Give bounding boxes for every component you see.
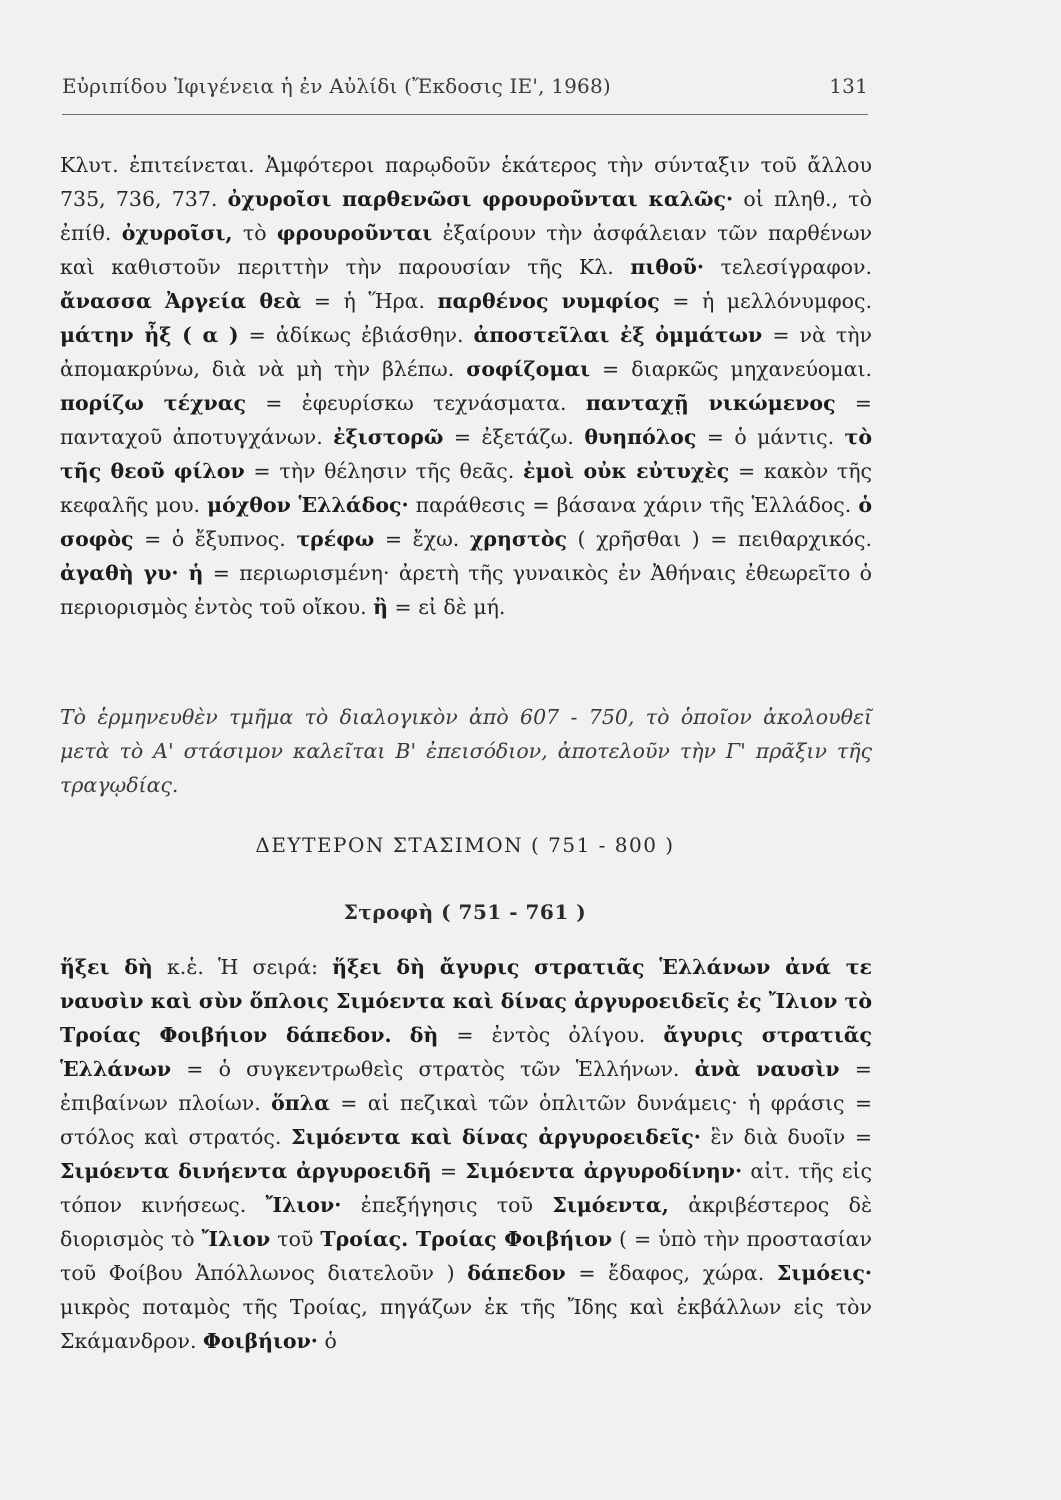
gloss-text: = ἔχω.: [374, 527, 470, 551]
gloss-text: ὁ: [317, 1329, 337, 1353]
lemma-term: παρθένος νυμφίος: [437, 289, 660, 313]
lemma-term: Ἴλιον: [201, 1227, 271, 1251]
lemma-term: πορίζω τέχνας: [60, 391, 246, 415]
gloss-text: = ἔδαφος, χώρα.: [565, 1261, 777, 1285]
gloss-text: ἐπεξήγησις τοῦ: [341, 1193, 553, 1217]
gloss-text: = εἰ δὲ μή.: [388, 595, 506, 619]
running-title: Εὐριπίδου Ἰφιγένεια ἡ ἐν Αὐλίδι (Ἔκδοσις ΙΕ', 1968): [62, 74, 611, 98]
lemma-term: μόχθον Ἑλλάδος·: [207, 493, 409, 517]
gloss-text: παράθεσις = βάσανα χάριν τῆς Ἑλλάδος.: [408, 493, 859, 517]
lemma-term: Σιμόεντα ἀργυροδίνην·: [465, 1159, 743, 1183]
gloss-text: = διαρκῶς μηχανεύομαι.: [590, 357, 872, 381]
lemma-term: ὀχυροῖσι παρθενῶσι φρουροῦνται καλῶς·: [227, 187, 734, 211]
gloss-text: ἀκριβέστερος δὲ διορισμὸς τὸ: [60, 1193, 872, 1251]
gloss-text: = τὴν θέλησιν τῆς θεᾶς.: [244, 459, 524, 483]
gloss-text: τελεσίγραφον.: [704, 255, 873, 279]
lemma-term: ἥξει δὴ: [60, 955, 153, 979]
gloss-text: = ὁ συγκεντρωθεὶς στρατὸς τῶν Ἑλλήνων.: [171, 1057, 695, 1081]
lemma-term: τρέφω: [296, 527, 375, 551]
gloss-text: οἱ πληθ., τὸ ἐπίθ.: [60, 187, 872, 245]
gloss-text: κ.ἑ. Ἡ σειρά:: [152, 955, 333, 979]
lemma-term: Φοιβήιον·: [203, 1329, 318, 1353]
lemma-term: πιθοῦ·: [630, 255, 705, 279]
lemma-term: μάτην ἦξ ( α ): [60, 323, 239, 347]
lemma-term: ἀνὰ ναυσὶν: [694, 1057, 840, 1081]
commentary-paragraph-2: [60, 950, 872, 1358]
gloss-text: = πανταχοῦ ἀποτυγχάνων.: [60, 391, 872, 449]
lemma-term: Σιμόεντα δινήεντα ἀργυροειδῆ: [60, 1159, 432, 1183]
gloss-text: = αἱ πεζικαὶ τῶν ὁπλιτῶν δυνάμεις· ἡ φράσις = στόλος καὶ στρατός.: [60, 1091, 872, 1149]
gloss-text: = ἀδίκως ἐβιάσθην.: [238, 323, 474, 347]
lemma-term: σοφίζομαι: [466, 357, 591, 381]
lemma-term: ἢ: [373, 595, 389, 619]
lemma-term: τὸ τῆς θεοῦ φίλον: [60, 425, 872, 483]
lemma-term: ὁ σοφὸς: [60, 493, 872, 551]
lemma-term: ἄνασσα Ἀργεία θεὰ: [60, 289, 302, 313]
subsection-heading: Στροφὴ ( 751 - 761 ): [343, 900, 587, 924]
gloss-text: = ἐξετάζω.: [443, 425, 585, 449]
gloss-text: ἓν διὰ δυοῖν =: [700, 1125, 873, 1149]
gloss-text: = ὁ ἔξυπνος.: [133, 527, 297, 551]
lemma-term: Σιμόεις·: [776, 1261, 872, 1285]
gloss-text: = ἡ Ἥρα.: [301, 289, 438, 313]
lemma-term: φρουροῦνται: [276, 221, 433, 245]
lemma-term: ἀγαθὴ γυ· ἡ: [60, 561, 204, 585]
lemma-term: Ἴλιον·: [265, 1193, 342, 1217]
lemma-term: Σιμόεντα καὶ δίνας ἀργυροειδεῖς·: [291, 1125, 701, 1149]
gloss-text: = ὁ μάντις.: [696, 425, 845, 449]
gloss-text: = ἐντὸς ὀλίγου.: [438, 1023, 664, 1047]
gloss-text: ἐξαίρουν τὴν ἀσφάλειαν τῶν παρθένων καὶ καθιστοῦν περιττὴν τὴν παρουσίαν τῆς Κλ.: [60, 221, 873, 279]
lemma-term: ὀχυροῖσι,: [121, 221, 233, 245]
lemma-term: ὅπλα: [271, 1091, 330, 1115]
commentary-paragraph-1: [60, 148, 872, 624]
lemma-term: δὴ: [409, 1023, 439, 1047]
lemma-term: χρηστὸς: [469, 527, 567, 551]
gloss-text: = ἡ μελλόνυμφος.: [659, 289, 872, 313]
gloss-text: = περιωρισμένη· ἀρετὴ τῆς γυναικὸς ἐν Ἀθήναις ἐθεωρεῖτο ὁ περιορισμὸς ἐντὸς τοῦ οἴκου.: [60, 561, 873, 619]
gloss-text: τοῦ: [270, 1227, 321, 1251]
lemma-term: ἐμοὶ οὐκ εὐτυχὲς: [523, 459, 730, 483]
lemma-term: Τροίας. Τροίας Φοιβήιον: [320, 1227, 613, 1251]
gloss-text: = ἐπιβαίνων πλοίων.: [60, 1057, 872, 1115]
lemma-term: ἀποστεῖλαι ἐξ ὀμμάτων: [473, 323, 763, 347]
gloss-text: = νὰ τὴν ἀπομακρύνω, διὰ νὰ μὴ τὴν βλέπω.: [60, 323, 872, 381]
lemma-term: πανταχῇ νικώμενος: [585, 391, 836, 415]
running-header: [62, 74, 868, 98]
lemma-term: ἄγυρις στρατιᾶς Ἑλλάνων: [60, 1023, 872, 1081]
gloss-text: Κλυτ. ἐπιτείνεται. Ἀμφότεροι παρῳδοῦν ἑκάτερος τὴν σύνταξιν τοῦ ἄλλου 735, 736, 737.: [60, 153, 872, 211]
gloss-text: = κακὸν τῆς κεφαλῆς μου.: [60, 459, 873, 517]
gloss-text: μικρὸς ποταμὸς τῆς Τροίας, πηγάζων ἐκ τῆς Ἴδης καὶ ἐκβάλλων εἰς τὸν Σκάμανδρον.: [60, 1295, 872, 1353]
lemma-term: ἐξιστορῶ: [333, 425, 444, 449]
lemma-term: θυηπόλος: [584, 425, 697, 449]
gloss-text: =: [431, 1159, 466, 1183]
section-heading: ΔΕΥΤΕΡΟΝ ΣΤΑΣΙΜΟΝ ( 751 - 800 ): [255, 833, 675, 857]
summary-note: Τὸ ἑρμηνευθὲν τμῆμα τὸ διαλογικὸν ἀπὸ 607 - 750, τὸ ὁποῖον ἀκολουθεῖ μετὰ τὸ Α' στάσιμον καλεῖται Β' ἐπεισόδιον, ἀποτελοῦν τὴν Γ' πρᾶξιν τῆς τραγῳδίας.: [60, 705, 872, 797]
lemma-term: Σιμόεντα,: [552, 1193, 669, 1217]
lemma-term: δάπεδον: [467, 1261, 566, 1285]
gloss-text: = ἐφευρίσκω τεχνάσματα.: [246, 391, 586, 415]
lemma-term: ἥξει δὴ ἄγυρις στρατιᾶς Ἑλλάνων ἀνά τε ναυσὶν καὶ σὺν ὅπλοις Σιμόεντα καὶ δίνας ἀργυροειδεῖς ἐς Ἴλιον τὸ Τροίας Φοιβήιον δάπεδον.: [60, 955, 872, 1047]
page-number: 131: [829, 74, 868, 98]
gloss-text: αἰτ. τῆς εἰς τόπον κινήσεως.: [60, 1159, 872, 1217]
gloss-text: τὸ: [232, 221, 277, 245]
gloss-text: [392, 1023, 410, 1047]
gloss-text: ( = ὑπὸ τὴν προστασίαν τοῦ Φοίβου Ἀπόλλωνος διατελοῦν ): [60, 1227, 872, 1285]
header-rule: [62, 114, 868, 115]
gloss-text: ( χρῆσθαι ) = πειθαρχικός.: [566, 527, 872, 551]
